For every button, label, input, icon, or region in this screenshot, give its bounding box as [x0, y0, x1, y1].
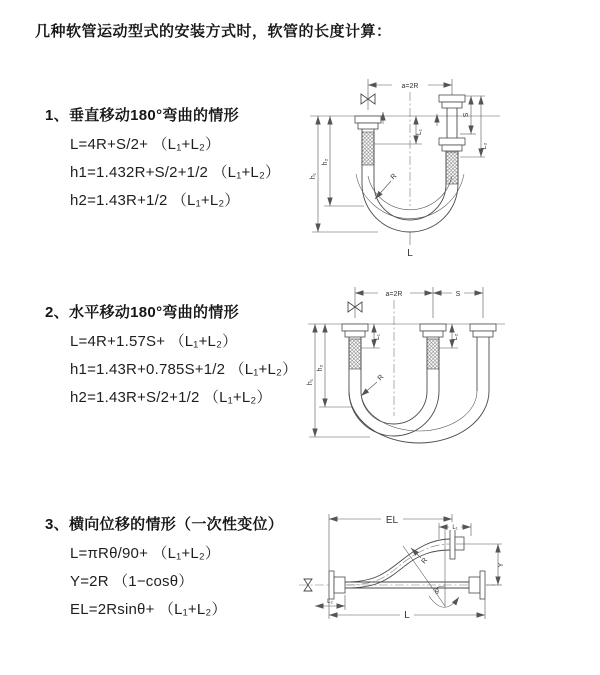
dim-label-h1: h₁	[310, 172, 317, 180]
dim-label-l: L	[407, 248, 413, 259]
dimension-s-l2	[460, 96, 488, 157]
length-callout	[407, 232, 413, 259]
dim-label-l2: L₂	[327, 599, 333, 605]
diagram-horizontal-180-bend	[300, 276, 600, 468]
left-flange	[329, 571, 345, 599]
right-flange	[469, 571, 485, 599]
dim-label-a2r: a=2R	[401, 83, 419, 90]
dimension-l	[329, 599, 485, 621]
dim-label-l2: L₂	[452, 333, 459, 341]
dimension-a2r-s	[355, 287, 483, 318]
radius-callout	[375, 173, 398, 199]
dim-label-a2r: a=2R	[385, 291, 403, 298]
page-title: 几种软管运动型式的安装方式时，软管的长度计算：	[35, 23, 392, 40]
braided-hose-section	[427, 339, 439, 369]
formula-length: L=4R+1.57S+ （L₁+L₂）	[70, 333, 238, 350]
formula-length: L=πRθ/90+ （L₁+L₂）	[70, 545, 221, 562]
left-pipe-fitting	[355, 116, 381, 184]
dim-label-r: R	[420, 556, 430, 566]
diagram-vertical-180-bend	[300, 66, 600, 266]
section-horizontal-movement	[45, 301, 335, 412]
formula-h2: h2=1.43R+S/2+1/2 （L₁+L₂）	[70, 389, 272, 406]
right-pipe-fitting	[470, 324, 496, 391]
radius-callout	[361, 374, 385, 396]
braided-hose-section	[446, 152, 458, 184]
formula-el: EL=2Rsinθ+ （L₁+L₂）	[70, 601, 227, 618]
curved-hose	[345, 539, 450, 588]
section-vertical-movement	[45, 104, 335, 215]
dim-label-h1: h₁	[307, 378, 314, 386]
left-pipe-fitting	[342, 324, 368, 391]
formula-length: L=4R+S/2+ （L₁+L₂）	[70, 136, 221, 153]
dim-label-y: Y	[498, 562, 505, 568]
dim-label-r: R	[376, 373, 386, 383]
section-3-heading: 3、横向位移的情形（一次性变位）	[45, 516, 284, 533]
dim-label-el: EL	[385, 515, 399, 526]
dim-label-l1: L₁	[374, 333, 381, 341]
section-2-heading: 2、水平移动180°弯曲的情形	[45, 304, 239, 321]
dim-label-l2: L₂	[481, 142, 488, 150]
section-lateral-displacement	[45, 513, 335, 624]
dim-label-h2: h₂	[317, 364, 324, 372]
dim-label-r: R	[389, 172, 399, 182]
dim-label-l1: L₁	[452, 525, 458, 531]
dim-label-s: S	[463, 112, 470, 118]
section-1-heading: 1、垂直移动180°弯曲的情形	[45, 107, 239, 124]
u-bend-hose	[349, 391, 489, 443]
dim-label-l: L	[404, 610, 410, 621]
diagram-lateral-displacement	[293, 498, 600, 658]
dim-label-h2: h₂	[322, 158, 329, 166]
formula-h1: h1=1.43R+0.785S+1/2 （L₁+L₂）	[70, 361, 298, 378]
dim-label-theta: θ	[435, 589, 439, 596]
dim-label-s: S	[455, 291, 461, 298]
middle-pipe-fitting	[420, 324, 446, 391]
formula-y: Y=2R （1−cosθ）	[70, 573, 194, 590]
formula-h1: h1=1.432R+S/2+1/2 （L₁+L₂）	[70, 164, 281, 181]
right-pipe-fitting	[439, 95, 465, 184]
braided-hose-section	[349, 339, 361, 369]
formula-h2: h2=1.43R+1/2 （L₁+L₂）	[70, 192, 240, 209]
braided-hose-section	[362, 132, 374, 165]
dim-label-l1: L₁	[416, 128, 423, 136]
